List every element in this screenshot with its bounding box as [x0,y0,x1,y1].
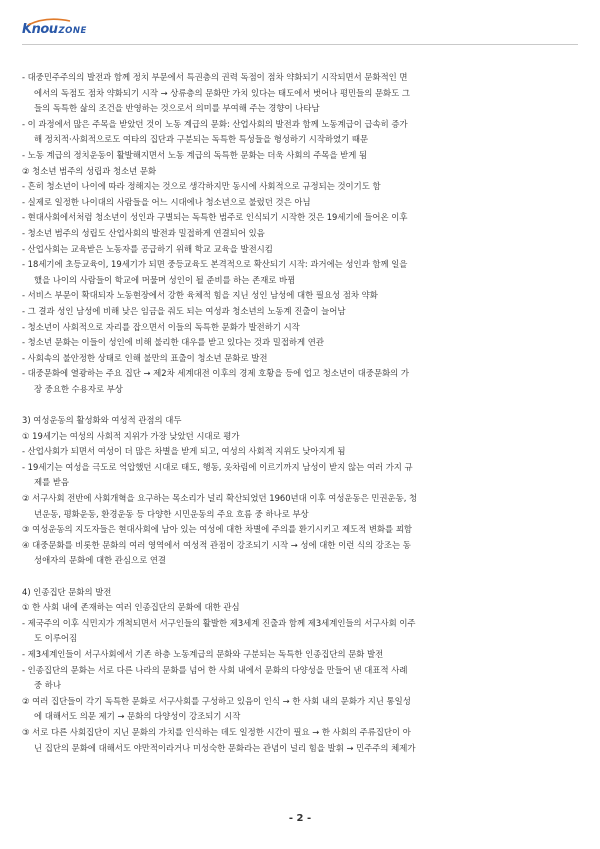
text-line: - 그 결과 성인 남성에 비해 낮은 임금을 줘도 되는 여성과 청소년의 노동계 진출이 늘어남 [22,305,346,316]
text-line: - 대중민주주의의 발전과 함께 정치 부문에서 특권층의 권력 독점이 점차 약화되기 시작되면서 문화적인 면 [22,72,408,82]
text-line: - 산업사회는 교육받은 노동자를 공급하기 위해 학교 교육을 발전시킴 [22,243,273,254]
text-line: 중 하나 [34,680,61,691]
logo-mark: Knou [22,22,58,37]
text-line: - 19세기는 여성을 극도로 억압했던 시대로 태도, 행동, 옷차림에 이르기까지 남성이 받지 않는 여러 가지 규 [22,461,413,472]
text-line: - 인종집단의 문화는 서로 다른 나라의 문화를 넘어 한 사회 내에서 문화의 다양성을 만들어 낸 대표적 사례 [22,664,408,675]
text-line: 에서의 독점도 점차 약화되기 시작 → 상류층의 문화만 가치 있다는 태도에서 벗어나 평민들의 문화도 그 [34,87,410,98]
text-line: 4) 인종집단 문화의 발전 [22,586,112,597]
text-line: ③ 서로 다른 사회집단이 지닌 문화의 가치를 인식하는 데도 일정한 시간이 필요 → 한 사회의 주류집단이 아 [22,726,411,737]
text-line: ④ 대중문화를 비롯한 문화의 여러 영역에서 여성적 관점이 강조되기 시작 → 성에 대한 이런 식의 강조는 동 [22,539,411,550]
text-line: 해 정치적·사회적으로도 여타의 집단과 구분되는 독특한 특성들을 형성하기 시작하였기 때문 [34,134,369,145]
knouzone-logo [22,22,87,42]
text-line: 년운동, 평화운동, 환경운동 등 다양한 시민운동의 주요 흐름 중 하나로 부상 [34,508,309,519]
text-line: - 산업사회가 되면서 여성이 더 많은 차별을 받게 되고, 여성의 사회적 지위도 낮아지게 됨 [22,446,346,457]
text-line: - 제3세계인들이 서구사회에서 기존 하층 노동계급의 문화와 구분되는 독특한 인종집단의 문화 발전 [22,648,384,659]
text-line: 닌 집단의 문화에 대해서도 야만적이라거나 미성숙한 문화라는 관념이 널리 힘을 발휘 → 민주주의 체제가 [34,742,416,753]
text-line: - 서비스 부문이 확대되자 노동현장에서 강한 육체적 힘을 지닌 성인 남성에 대한 필요성 점차 약화 [22,290,378,301]
text-line: - 청소년이 사회적으로 자리를 잡으면서 이들의 독특한 문화가 발전하기 시작 [22,321,300,332]
text-line: 성애자의 문화에 대한 관심으로 연결 [34,555,167,566]
text-line: 에 대해서도 의문 제기 → 문화의 다양성이 강조되기 시작 [34,711,241,722]
text-line: 3) 여성운동의 활성화와 여성적 관점의 대두 [22,415,182,426]
text-line: - 노동 계급의 정치운동이 활발해지면서 노동 계급의 독특한 문화는 더욱 사회의 주목을 받게 됨 [22,149,368,160]
text-line: ② 여러 집단들이 각기 독특한 문화로 서구사회를 구성하고 있음이 인식 → 한 사회 내의 문화가 지닌 통일성 [22,695,411,706]
text-line: - 제국주의 이후 식민지가 개척되면서 서구인들의 활발한 제3세계 진출과 함께 제3세계인들의 서구사회 이주 [22,617,416,628]
text-line: - 흔히 청소년이 나이에 따라 정해지는 것으로 생각하지만 동시에 사회적으로 규정되는 것이기도 함 [22,181,381,192]
blank-line [22,569,578,585]
text-line: ① 한 사회 내에 존재하는 여러 인종집단의 문화에 대한 관심 [22,602,240,613]
text-line: 제를 받음 [34,477,70,488]
logo-zone: ZONE [58,26,87,36]
text-line: ③ 여성운동의 지도자들은 현대사회에 남아 있는 여성에 대한 차별에 주의를 환기시키고 제도적 변화를 꾀함 [22,524,412,535]
blank-line [22,397,578,413]
text-line: - 대중문화에 열광하는 주요 집단 → 제2차 세계대전 이후의 경제 호황을 등에 업고 청소년이 대중문화의 가 [22,368,409,379]
text-line: 장 중요한 수용자로 부상 [34,383,123,394]
text-line: - 사회속의 불안정한 상태로 인해 불만의 표출이 청소년 문화로 발전 [22,352,268,363]
text-line: 했을 나이의 사람들이 학교에 머물며 성인이 될 준비를 하는 존재로 바뀜 [34,274,296,285]
page-number: - 2 - [288,813,312,824]
text-line: - 실제로 일정한 나이대의 사람들을 어느 시대에나 청소년으로 불렀던 것은 아님 [22,196,311,207]
text-line: ② 서구사회 전반에 사회개혁을 요구하는 목소리가 널리 확산되었던 1960년대 이후 여성운동은 민권운동, 청 [22,493,418,504]
text-line: ② 청소년 범주의 성립과 청소년 문화 [22,165,157,176]
text-line: - 현대사회에서처럼 청소년이 성인과 구별되는 독특한 범주로 인식되기 시작한 것은 19세기에 들어온 이후 [22,212,408,223]
text-line: 도 이루어짐 [34,633,78,644]
text-line: - 청소년 문화는 이들이 성인에 비해 불리한 대우를 받고 있다는 것과 밀접하게 연관 [22,337,324,348]
text-line: ① 19세기는 여성의 사회적 지위가 가장 낮았던 시대로 평가 [22,430,240,441]
text-line: 들의 독특한 삶의 조건을 반영하는 것으로서 의미를 부여해 주는 경향이 나타남 [34,103,320,114]
text-line: - 18세기에 초등교육이, 19세기가 되면 중등교육도 본격적으로 확산되기 시작: 과거에는 성인과 함께 일을 [22,259,408,270]
logo-swoosh-icon [26,18,72,26]
text-line: - 이 과정에서 많은 주목을 받았던 것이 노동 계급의 문화: 산업사회의 발전과 함께 노동계급이 급속히 증가 [22,118,408,129]
text-line: - 청소년 범주의 성립도 산업사회의 발전과 밀접하게 연결되어 있음 [22,227,265,238]
header-divider [22,44,578,45]
document-body [22,70,578,756]
